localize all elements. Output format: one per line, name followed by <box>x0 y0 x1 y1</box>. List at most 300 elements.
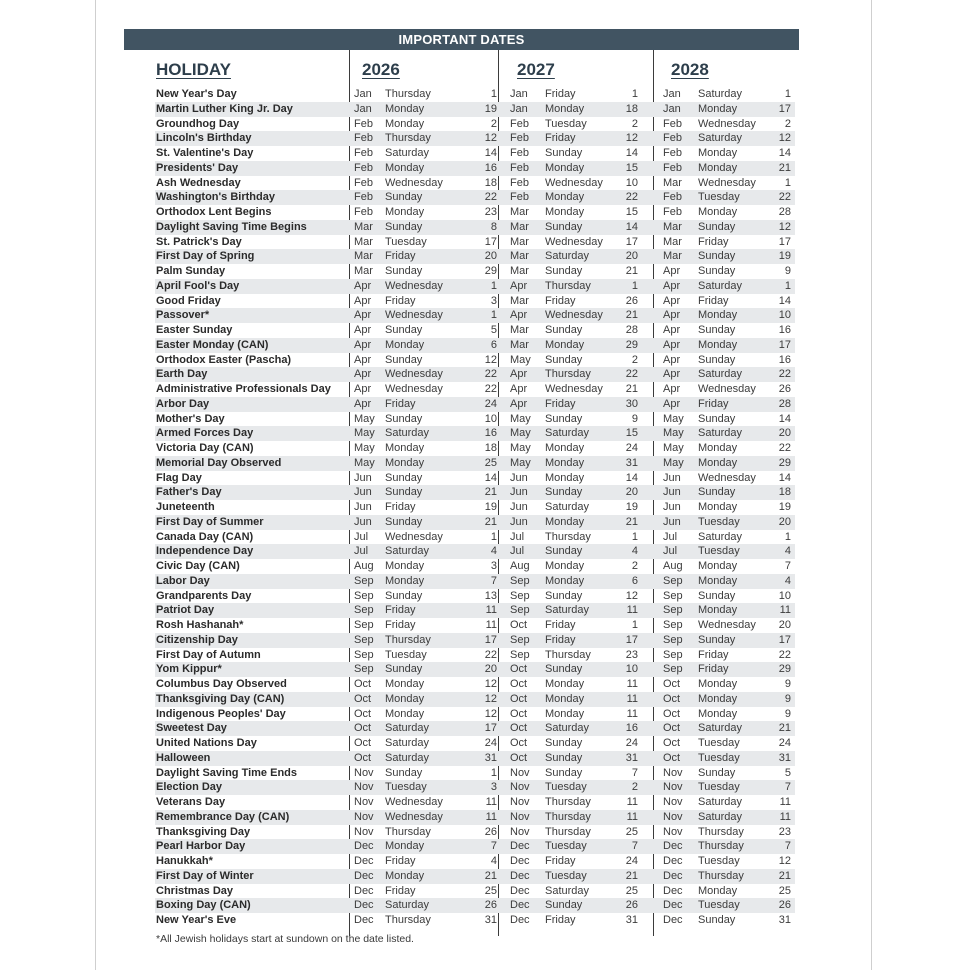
weekday-cell: Monday <box>385 117 425 130</box>
weekday-cell: Sunday <box>385 663 423 676</box>
table-row <box>155 279 795 294</box>
holiday-name: Arbor Day <box>156 397 210 410</box>
weekday-cell: Monday <box>698 147 738 159</box>
month-cell: Sep <box>510 589 530 602</box>
month-cell: Apr <box>354 324 372 336</box>
table-row <box>155 485 795 500</box>
weekday-cell: Sunday <box>545 220 583 233</box>
holiday-name: Groundhog Day <box>156 117 240 130</box>
weekday-cell: Saturday <box>698 132 743 145</box>
weekday-cell: Saturday <box>385 147 430 159</box>
weekday-cell: Wednesday <box>698 117 756 130</box>
day-cell: 11 <box>626 604 638 617</box>
day-cell: 10 <box>625 176 638 189</box>
day-cell: 1 <box>784 279 791 292</box>
day-cell: 2 <box>631 781 638 794</box>
weekday-cell: Monday <box>545 191 585 204</box>
day-cell: 31 <box>625 456 638 469</box>
day-cell: 26 <box>778 899 791 912</box>
holiday-name: Administrative Professionals Day <box>156 383 331 395</box>
weekday-cell: Wednesday <box>385 368 443 381</box>
weekday-cell: Thursday <box>545 530 591 543</box>
holiday-name: Easter Sunday <box>156 324 233 336</box>
day-cell: 5 <box>490 324 497 336</box>
weekday-cell: Monday <box>698 456 738 469</box>
month-cell: May <box>354 456 375 469</box>
weekday-cell: Monday <box>385 161 425 174</box>
table-row <box>155 397 795 412</box>
table-row <box>155 544 795 559</box>
month-cell: Feb <box>663 191 682 204</box>
month-cell: May <box>510 427 531 440</box>
table-row <box>155 810 795 825</box>
month-cell: Jun <box>354 471 372 484</box>
weekday-cell: Sunday <box>698 914 736 926</box>
holiday-name: Presidents' Day <box>156 161 239 174</box>
weekday-cell: Monday <box>545 471 585 484</box>
day-cell: 18 <box>625 102 638 115</box>
day-cell: 9 <box>784 707 791 720</box>
table-row <box>155 780 795 795</box>
day-cell: 4 <box>490 545 497 558</box>
holiday-name: Armed Forces Day <box>156 427 254 440</box>
month-cell: Nov <box>510 796 530 808</box>
table-row <box>155 603 795 618</box>
weekday-cell: Monday <box>385 707 425 720</box>
holiday-name: Thanksgiving Day (CAN) <box>156 692 285 705</box>
table-row <box>155 294 795 309</box>
month-cell: Dec <box>510 899 530 912</box>
month-cell: Aug <box>663 560 683 572</box>
holiday-name: Victoria Day (CAN) <box>156 442 254 454</box>
table-row <box>155 456 795 471</box>
day-cell: 14 <box>778 412 791 425</box>
month-cell: May <box>663 456 684 469</box>
month-cell: Nov <box>354 766 374 779</box>
month-cell: Sep <box>663 589 683 602</box>
table-row <box>155 574 795 589</box>
holiday-name: Flag Day <box>156 471 202 484</box>
month-cell: Jul <box>510 530 525 543</box>
month-cell: Jun <box>354 486 372 499</box>
day-cell: 29 <box>484 265 497 277</box>
month-cell: Mar <box>354 265 373 277</box>
weekday-cell: Monday <box>698 501 738 513</box>
day-cell: 17 <box>778 338 791 351</box>
day-cell: 1 <box>784 88 791 100</box>
day-cell: 28 <box>778 206 791 218</box>
day-cell: 17 <box>778 633 791 646</box>
month-cell: Oct <box>663 751 681 764</box>
month-cell: Dec <box>510 869 530 882</box>
month-cell: Feb <box>510 161 529 174</box>
weekday-cell: Friday <box>545 633 576 646</box>
day-cell: 17 <box>625 633 638 646</box>
table-row <box>155 117 795 132</box>
weekday-cell: Saturday <box>698 427 743 440</box>
weekday-cell: Friday <box>385 294 416 307</box>
day-cell: 12 <box>778 855 791 867</box>
holiday-name: Martin Luther King Jr. Day <box>156 102 293 115</box>
weekday-cell: Saturday <box>698 810 743 823</box>
month-cell: Nov <box>354 796 374 808</box>
weekday-cell: Friday <box>698 235 729 248</box>
day-cell: 22 <box>484 368 497 381</box>
month-cell: Apr <box>510 383 528 395</box>
weekday-cell: Monday <box>545 678 585 690</box>
day-cell: 18 <box>778 486 791 499</box>
month-cell: Mar <box>663 176 682 189</box>
weekday-cell: Saturday <box>385 751 430 764</box>
holiday-name: Father's Day <box>156 486 222 499</box>
day-cell: 11 <box>626 678 638 690</box>
day-cell: 4 <box>784 574 791 587</box>
weekday-cell: Sunday <box>698 265 736 277</box>
weekday-cell: Friday <box>385 604 416 617</box>
day-cell: 24 <box>625 442 638 454</box>
weekday-cell: Tuesday <box>698 545 740 558</box>
day-cell: 1 <box>490 279 497 292</box>
day-cell: 22 <box>778 648 791 661</box>
day-cell: 16 <box>778 324 791 336</box>
weekday-cell: Tuesday <box>698 899 740 912</box>
holiday-name: Ash Wednesday <box>156 176 241 189</box>
month-cell: Oct <box>663 707 681 720</box>
month-cell: Mar <box>354 220 373 233</box>
day-cell: 26 <box>778 383 791 395</box>
day-cell: 22 <box>778 368 791 381</box>
table-row <box>155 264 795 279</box>
weekday-cell: Monday <box>698 678 738 690</box>
month-cell: Mar <box>510 206 529 218</box>
day-cell: 31 <box>484 914 497 926</box>
holiday-name: Memorial Day Observed <box>156 456 282 469</box>
month-cell: Mar <box>510 235 529 248</box>
day-cell: 25 <box>484 884 497 897</box>
day-cell: 24 <box>484 737 497 749</box>
weekday-cell: Monday <box>385 869 425 882</box>
weekday-cell: Sunday <box>385 220 423 233</box>
day-cell: 22 <box>625 368 638 381</box>
month-cell: Jan <box>510 102 528 115</box>
weekday-cell: Monday <box>385 442 425 454</box>
weekday-cell: Sunday <box>385 515 423 528</box>
weekday-cell: Thursday <box>385 132 431 145</box>
day-cell: 29 <box>778 456 791 469</box>
weekday-cell: Monday <box>545 707 585 720</box>
month-cell: Sep <box>354 619 374 631</box>
month-cell: Apr <box>354 397 372 410</box>
day-cell: 3 <box>490 781 497 794</box>
day-cell: 7 <box>490 574 497 587</box>
month-cell: Oct <box>510 707 528 720</box>
day-cell: 11 <box>626 692 638 705</box>
day-cell: 23 <box>778 825 791 838</box>
day-cell: 7 <box>784 781 791 794</box>
day-cell: 1 <box>490 530 497 543</box>
month-cell: Mar <box>663 220 682 233</box>
month-cell: Jul <box>354 545 369 558</box>
weekday-cell: Sunday <box>698 250 736 263</box>
day-cell: 6 <box>631 574 638 587</box>
holiday-name: Remembrance Day (CAN) <box>156 810 290 823</box>
month-cell: May <box>354 427 375 440</box>
weekday-cell: Saturday <box>698 722 743 735</box>
table-row <box>155 308 795 323</box>
day-cell: 10 <box>778 309 791 322</box>
month-cell: Apr <box>354 309 372 322</box>
weekday-cell: Thursday <box>385 633 431 646</box>
day-cell: 19 <box>484 102 497 115</box>
weekday-cell: Tuesday <box>698 751 740 764</box>
day-cell: 18 <box>484 176 497 189</box>
month-cell: Mar <box>663 235 682 248</box>
day-cell: 2 <box>490 117 497 130</box>
month-cell: Dec <box>354 914 374 926</box>
holiday-column-header: HOLIDAY <box>156 60 231 79</box>
weekday-cell: Friday <box>698 397 729 410</box>
month-cell: Sep <box>354 589 374 602</box>
month-cell: Apr <box>354 338 372 351</box>
month-cell: Nov <box>354 810 374 823</box>
table-row <box>155 146 795 161</box>
table-row <box>155 898 795 913</box>
day-cell: 23 <box>484 206 497 218</box>
day-cell: 20 <box>778 515 791 528</box>
weekday-cell: Tuesday <box>698 515 740 528</box>
table-row <box>155 884 795 899</box>
month-cell: Nov <box>510 781 530 794</box>
day-cell: 20 <box>625 486 638 499</box>
weekday-cell: Sunday <box>545 324 583 336</box>
weekday-cell: Sunday <box>698 220 736 233</box>
day-cell: 23 <box>625 648 638 661</box>
month-cell: Nov <box>510 766 530 779</box>
day-cell: 20 <box>484 250 497 263</box>
weekday-cell: Sunday <box>698 766 736 779</box>
day-cell: 22 <box>484 383 497 395</box>
month-cell: Mar <box>510 265 529 277</box>
weekday-cell: Monday <box>385 678 425 690</box>
day-cell: 12 <box>484 707 497 720</box>
weekday-cell: Thursday <box>545 368 591 381</box>
month-cell: May <box>663 427 684 440</box>
weekday-cell: Monday <box>698 692 738 705</box>
day-cell: 9 <box>784 678 791 690</box>
table-row <box>155 854 795 869</box>
month-cell: Dec <box>354 840 374 853</box>
month-cell: Oct <box>510 751 528 764</box>
weekday-cell: Tuesday <box>545 869 587 882</box>
table-row <box>155 692 795 707</box>
weekday-cell: Thursday <box>545 825 591 838</box>
table-row <box>155 530 795 545</box>
day-cell: 12 <box>484 353 497 366</box>
day-cell: 10 <box>625 663 638 676</box>
month-cell: Feb <box>510 176 529 189</box>
month-cell: Oct <box>663 737 681 749</box>
day-cell: 9 <box>784 265 791 277</box>
month-cell: Mar <box>663 250 682 263</box>
weekday-cell: Saturday <box>385 899 430 912</box>
day-cell: 14 <box>484 147 497 159</box>
day-cell: 19 <box>778 501 791 513</box>
weekday-cell: Thursday <box>698 825 744 838</box>
month-cell: Oct <box>510 663 528 676</box>
weekday-cell: Sunday <box>385 589 423 602</box>
month-cell: May <box>354 412 375 425</box>
weekday-cell: Wednesday <box>545 383 603 395</box>
day-cell: 11 <box>485 604 497 617</box>
weekday-cell: Tuesday <box>385 648 427 661</box>
weekday-cell: Monday <box>545 515 585 528</box>
weekday-cell: Monday <box>698 102 738 115</box>
day-cell: 7 <box>490 840 497 853</box>
day-cell: 1 <box>490 309 497 322</box>
day-cell: 14 <box>625 147 638 159</box>
table-row <box>155 102 795 117</box>
weekday-cell: Friday <box>385 501 416 513</box>
month-cell: Dec <box>663 869 683 882</box>
weekday-cell: Sunday <box>698 633 736 646</box>
day-cell: 21 <box>625 309 638 322</box>
month-cell: Jun <box>663 486 681 499</box>
day-cell: 1 <box>631 619 638 631</box>
day-cell: 12 <box>484 692 497 705</box>
day-cell: 1 <box>490 88 497 100</box>
holiday-name: First Day of Spring <box>156 250 255 263</box>
month-cell: Apr <box>510 397 528 410</box>
month-cell: Apr <box>354 294 372 307</box>
day-cell: 1 <box>631 88 638 100</box>
month-cell: Oct <box>510 619 528 631</box>
weekday-cell: Monday <box>698 574 738 587</box>
table-row <box>155 559 795 574</box>
weekday-cell: Friday <box>545 132 576 145</box>
day-cell: 11 <box>485 619 497 631</box>
holiday-name: Washington's Birthday <box>156 191 275 204</box>
day-cell: 20 <box>625 250 638 263</box>
day-cell: 10 <box>484 412 497 425</box>
day-cell: 3 <box>490 294 497 307</box>
month-cell: Jun <box>510 486 528 499</box>
month-cell: Feb <box>354 191 373 204</box>
holiday-name: Palm Sunday <box>156 265 226 277</box>
day-cell: 9 <box>784 692 791 705</box>
holiday-name: Indigenous Peoples' Day <box>156 707 286 720</box>
weekday-cell: Sunday <box>385 191 423 204</box>
month-cell: Feb <box>354 117 373 130</box>
day-cell: 19 <box>625 501 638 513</box>
month-cell: Jun <box>354 501 372 513</box>
table-row <box>155 323 795 338</box>
weekday-cell: Monday <box>545 102 585 115</box>
day-cell: 7 <box>784 560 791 572</box>
month-cell: May <box>510 456 531 469</box>
day-cell: 1 <box>631 279 638 292</box>
table-row <box>155 367 795 382</box>
weekday-cell: Sunday <box>545 663 583 676</box>
month-cell: Nov <box>663 796 683 808</box>
weekday-cell: Sunday <box>545 589 583 602</box>
month-cell: Feb <box>354 176 373 189</box>
holiday-name: New Year's Day <box>156 88 237 100</box>
weekday-cell: Tuesday <box>385 235 427 248</box>
weekday-cell: Sunday <box>545 751 583 764</box>
day-cell: 7 <box>631 766 638 779</box>
table-row <box>155 751 795 766</box>
day-cell: 21 <box>778 722 791 735</box>
day-cell: 21 <box>625 515 638 528</box>
day-cell: 12 <box>484 678 497 690</box>
jewish-holidays-footnote: *All Jewish holidays start at sundown on the date listed. <box>156 933 414 945</box>
day-cell: 16 <box>778 353 791 366</box>
weekday-cell: Saturday <box>698 796 743 808</box>
day-cell: 24 <box>484 397 497 410</box>
weekday-cell: Tuesday <box>698 781 740 794</box>
holiday-name: Patriot Day <box>156 604 215 617</box>
holiday-name: Daylight Saving Time Ends <box>156 766 297 779</box>
day-cell: 24 <box>625 737 638 749</box>
day-cell: 29 <box>625 338 638 351</box>
month-cell: Sep <box>663 663 683 676</box>
weekday-cell: Friday <box>385 884 416 897</box>
weekday-cell: Saturday <box>698 279 743 292</box>
day-cell: 2 <box>631 560 638 572</box>
day-cell: 28 <box>625 324 638 336</box>
holiday-name: Labor Day <box>156 574 210 587</box>
day-cell: 20 <box>778 619 791 631</box>
month-cell: Sep <box>354 574 374 587</box>
table-row <box>155 839 795 854</box>
month-cell: Nov <box>663 825 683 838</box>
month-cell: Dec <box>354 869 374 882</box>
table-row <box>155 913 795 928</box>
weekday-cell: Monday <box>698 604 738 617</box>
weekday-cell: Friday <box>385 619 416 631</box>
day-cell: 17 <box>778 102 791 115</box>
weekday-cell: Saturday <box>385 722 430 735</box>
weekday-cell: Wednesday <box>385 810 443 823</box>
month-cell: Jun <box>510 515 528 528</box>
month-cell: Sep <box>510 633 530 646</box>
table-row <box>155 766 795 781</box>
day-cell: 2 <box>631 353 638 366</box>
month-cell: Mar <box>510 220 529 233</box>
day-cell: 15 <box>625 161 638 174</box>
month-cell: Dec <box>354 884 374 897</box>
day-cell: 22 <box>778 191 791 204</box>
weekday-cell: Wednesday <box>385 383 443 395</box>
weekday-cell: Friday <box>545 855 576 867</box>
day-cell: 11 <box>485 810 497 823</box>
month-cell: Mar <box>510 324 529 336</box>
day-cell: 19 <box>484 501 497 513</box>
day-cell: 17 <box>778 235 791 248</box>
month-cell: Sep <box>663 619 683 631</box>
month-cell: May <box>510 412 531 425</box>
day-cell: 1 <box>490 766 497 779</box>
day-cell: 14 <box>625 220 638 233</box>
table-row <box>155 382 795 397</box>
weekday-cell: Saturday <box>385 545 430 558</box>
day-cell: 1 <box>784 530 791 543</box>
table-row <box>155 662 795 677</box>
holiday-name: Election Day <box>156 781 223 794</box>
table-row <box>155 648 795 663</box>
day-cell: 22 <box>484 191 497 204</box>
table-row <box>155 677 795 692</box>
